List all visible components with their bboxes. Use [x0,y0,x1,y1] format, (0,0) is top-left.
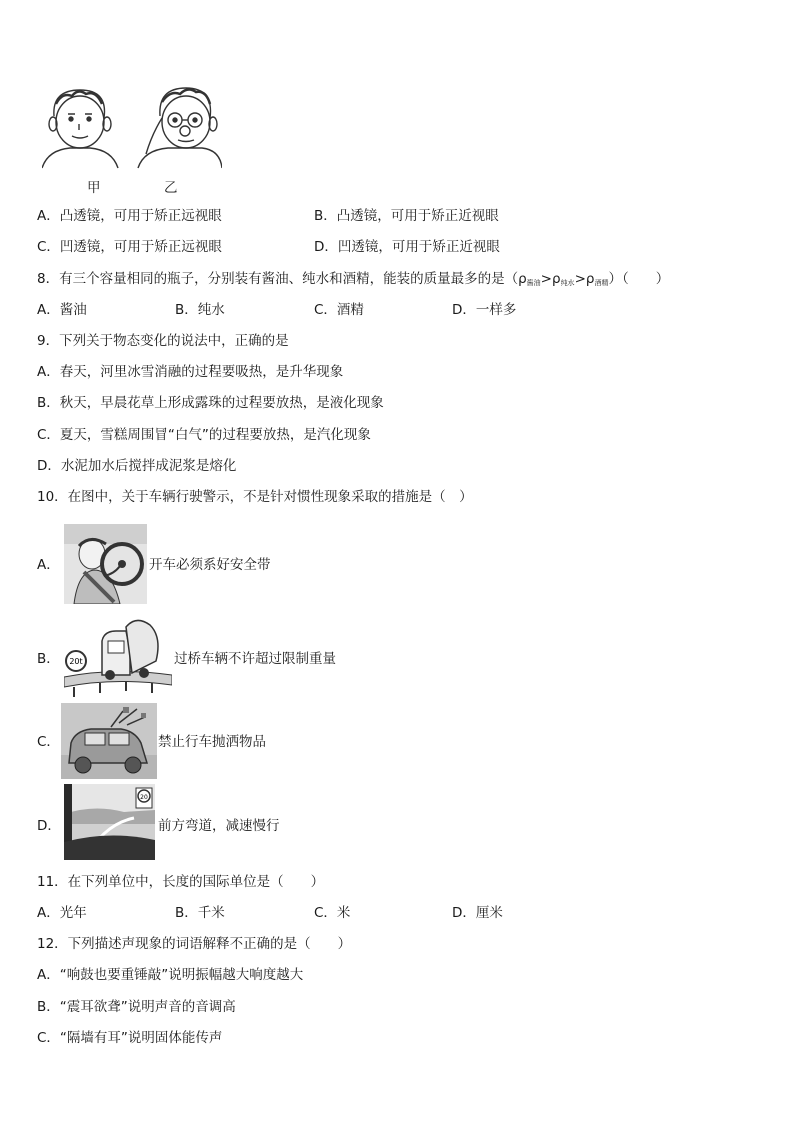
q9-option-c: C．夏天，雪糕周围冒“白气”的过程要放热，是汽化现象 [37,427,371,443]
q12-stem: 12．下列描述声现象的词语解释不正确的是（ ） [37,936,352,952]
q10-option-a-text: 开车必须系好安全带 [149,557,271,573]
q10-option-b-letter: B． [37,651,60,667]
figure-label-left: 甲 [87,180,101,196]
q10-option-c-letter: C． [37,734,60,750]
q7-option-b: B．凸透镜，可用于矫正近视眼 [314,208,499,224]
q7-option-d: D．凹透镜，可用于矫正近视眼 [314,239,500,255]
q10-option-d-text: 前方弯道，减速慢行 [158,818,280,834]
boys-illustration [42,84,222,170]
q7-option-a: A．凸透镜，可用于矫正远视眼 [37,208,222,224]
q11-option-d: D．厘米 [452,905,503,921]
q9-stem: 9．下列关于物态变化的说法中，正确的是 [37,333,289,349]
q8-option-c: C．酒精 [314,302,364,318]
q10-option-b-text: 过桥车辆不许超过限制重量 [174,651,336,667]
q8-stem-text: 8．有三个容量相同的瓶子，分别装有酱油、纯水和酒精，能装的质量最多的是（ [37,271,519,287]
speed-limit-sign: 20 [140,794,148,801]
q10-option-c-text: 禁止行车抛洒物品 [158,734,266,750]
q7-option-c: C．凹透镜，可用于矫正远视眼 [37,239,222,255]
q8-option-d: D．一样多 [452,302,517,318]
q11-option-c: C．米 [314,905,351,921]
q9-option-a: A．春天，河里冰雪消融的过程要吸热，是升华现象 [37,364,344,380]
q10-option-d-letter: D． [37,818,61,834]
q11-option-b: B．千米 [175,905,225,921]
q10-option-a-letter: A． [37,557,60,573]
q11-option-a: A．光年 [37,905,87,921]
q11-stem: 11．在下列单位中，长度的国际单位是（ ） [37,874,325,890]
q10-stem: 10．在图中，关于车辆行驶警示，不是针对惯性现象采取的措施是（ ） [37,489,473,505]
littering-car-picture [61,703,157,779]
weight-limit-sign: 20t [69,657,83,666]
q8-option-b: B．纯水 [175,302,225,318]
figure-label-right: 乙 [164,180,178,196]
q8-stem: 8．有三个容量相同的瓶子，分别装有酱油、纯水和酒精，能装的质量最多的是$(\rho_{酱油}>\rho_{纯水}>\rho_{酒精})$（ ） [37,271,670,287]
q12-option-b: B．“震耳欲聋”说明声音的音调高 [37,999,236,1015]
figure-two-boys [42,84,222,170]
q9-option-b: B．秋天，早晨花草上形成露珠的过程要放热，是液化现象 [37,395,384,411]
bridge-truck-picture [64,617,172,697]
q9-option-d: D．水泥加水后搅拌成泥浆是熔化 [37,458,237,474]
q12-option-a: A．“响鼓也要重锤敲”说明振幅越大响度越大 [37,967,304,983]
q12-option-c: C．“隔墙有耳”说明固体能传声 [37,1030,223,1046]
seatbelt-picture [64,524,147,604]
q8-option-a: A．酱油 [37,302,87,318]
curve-road-picture [64,784,155,860]
